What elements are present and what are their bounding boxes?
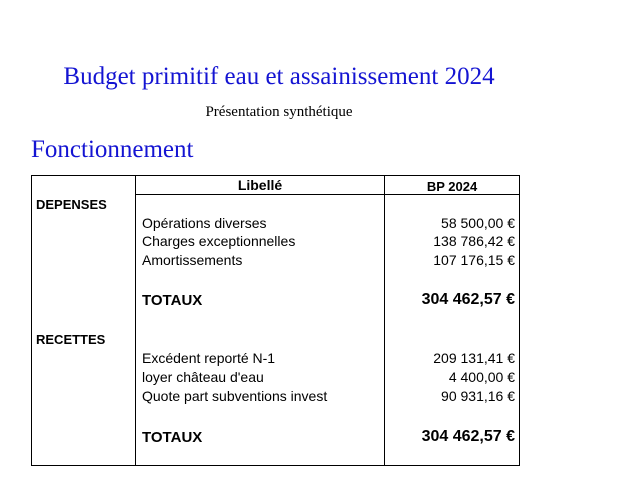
row-amount: 4 400,00 € [448,369,515,385]
row-label: Amortissements [142,252,243,268]
header-underline [135,194,520,195]
group-label-recettes: RECETTES [36,332,106,347]
group-label-depenses: DEPENSES [36,197,107,212]
row-amount: 58 500,00 € [441,215,515,231]
column-header-bp: BP 2024 [426,179,478,194]
row-label: Quote part subventions invest [142,388,328,404]
total-amount-recettes: 304 462,57 € [421,428,515,445]
total-label-recettes: TOTAUX [142,429,203,446]
column-header-libelle: Libellé [237,177,283,193]
row-label: Charges exceptionnelles [142,233,296,249]
page-subtitle: Présentation synthétique [205,104,353,120]
section-title: Fonctionnement [31,136,194,163]
row-amount: 107 176,15 € [433,252,515,268]
row-label: Opérations diverses [142,215,267,231]
column-divider-left [135,175,136,466]
total-label-depenses: TOTAUX [142,292,203,309]
row-amount: 209 131,41 € [433,350,515,366]
row-label: Excédent reporté N-1 [142,350,276,366]
column-divider-right [384,175,385,466]
row-amount: 90 931,16 € [441,388,515,404]
total-amount-depenses: 304 462,57 € [421,291,515,308]
row-label: loyer château d'eau [142,369,264,385]
row-amount: 138 786,42 € [433,233,515,249]
page-title: Budget primitif eau et assainissement 2024 [63,63,495,90]
